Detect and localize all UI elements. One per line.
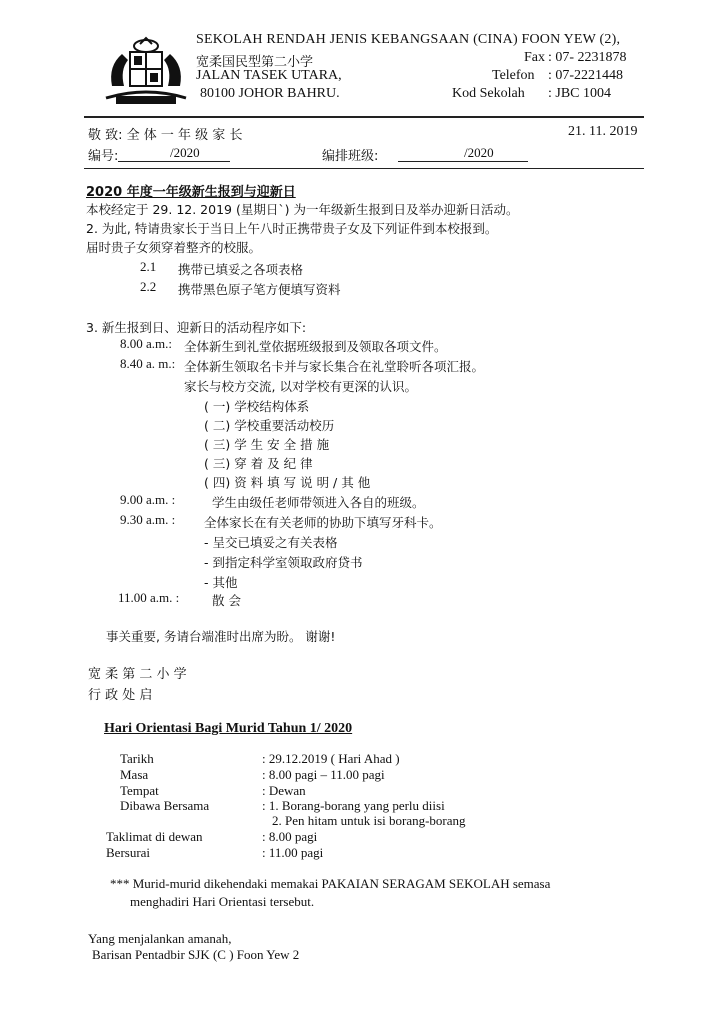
class-label: 编排班级: <box>322 149 379 164</box>
header-divider <box>84 116 644 118</box>
schedule-time: 8.00 a.m.: <box>120 336 172 351</box>
paragraph-3: 3. 新生报到日、迎新日的活动程序如下: <box>86 320 307 335</box>
detail-value: : 8.00 pagi <box>262 829 318 844</box>
uniform-note-cont: menghadiri Hari Orientasi tersebut. <box>130 894 315 909</box>
memo-divider <box>84 168 644 169</box>
school-name: SEKOLAH RENDAH JENIS KEBANGSAAN (CINA) FOON YEW (2), <box>196 32 621 47</box>
item-number: 2.1 <box>140 259 157 274</box>
detail-label: Bersurai <box>106 845 151 860</box>
detail-label: Taklimat di dewan <box>106 829 203 844</box>
memo-recipient: 敬 致: 全 体 一 年 级 家 长 <box>88 128 243 143</box>
detail-value-extra: 2. Pen hitam untuk isi borang-borang <box>272 813 466 828</box>
address-line-1: JALAN TASEK UTARA, <box>196 68 342 83</box>
time-930: 9.30 a.m. : <box>120 512 176 527</box>
ref-underline <box>118 161 230 162</box>
item-text: 携带已填妥之各项表格 <box>178 262 304 277</box>
closing-signature: Barisan Pentadbir SJK (C ) Foon Yew 2 <box>92 947 300 962</box>
agenda-item: ( 二) 学校重要活动校历 <box>204 418 335 433</box>
sub-item: - 其他 <box>204 575 238 590</box>
agenda-item: ( 一) 学校结构体系 <box>204 399 310 414</box>
agenda-item: ( 三) 学 生 安 全 措 施 <box>204 437 330 452</box>
class-value: /2020 <box>464 145 494 160</box>
detail-value: : 11.00 pagi <box>262 845 324 860</box>
ref-value: /2020 <box>170 145 200 160</box>
telefon-label: Telefon <box>492 68 535 83</box>
signature-office: 行 政 处 启 <box>88 688 153 703</box>
malay-title: Hari Orientasi Bagi Murid Tahun 1/ 2020 <box>104 721 353 736</box>
detail-label: Tempat <box>120 783 159 798</box>
paragraph-2-cont: 届时贵子女须穿着整齐的校服。 <box>86 240 262 255</box>
closing-salutation: Yang menjalankan amanah, <box>88 931 232 946</box>
agenda-item: ( 四) 资 料 填 写 说 明 / 其 他 <box>204 475 371 490</box>
item-number: 2.2 <box>140 279 157 294</box>
paragraph-1: 本校经定于 29. 12. 2019 (星期日`) 为一年级新生报到日及举办迎新日活动。 <box>86 202 519 217</box>
item-text: 携带黑色原子笔方便填写资料 <box>178 282 341 297</box>
kod-sekolah-value: : JBC 1004 <box>548 86 612 101</box>
detail-label: Masa <box>120 767 149 782</box>
sub-item: - 到指定科学室领取政府贷书 <box>204 555 363 570</box>
school-name-chinese: 宽柔国民型第二小学 <box>196 55 314 70</box>
signature-school: 宽 柔 第 二 小 学 <box>88 667 187 682</box>
time-900: 9.00 a.m. : <box>120 492 176 507</box>
address-line-2: 80100 JOHOR BAHRU. <box>200 86 340 101</box>
time-930-text: 全体家长在有关老师的协助下填写牙科卡。 <box>204 515 442 530</box>
detail-value: : 1. Borang-borang yang perlu diisi <box>262 798 445 813</box>
kod-sekolah-label: Kod Sekolah <box>452 86 525 101</box>
fax-value: : 07- 2231878 <box>548 50 627 65</box>
telefon-value: : 07-2221448 <box>548 68 624 83</box>
detail-value: : 8.00 pagi – 11.00 pagi <box>262 767 385 782</box>
memo-date: 21. 11. 2019 <box>568 124 638 139</box>
fax-label: Fax <box>524 50 545 65</box>
agenda-item: ( 三) 穿 着 及 纪 律 <box>204 456 313 471</box>
closing-remark: 事关重要, 务请台端准时出席为盼。 谢谢! <box>106 629 336 644</box>
schedule-text: 全体新生领取名卡并与家长集合在礼堂聆听各项汇报。 <box>184 359 485 374</box>
paragraph-2: 2. 为此, 特请贵家长于当日上午八时正携带贵子女及下列证件到本校报到。 <box>86 221 498 236</box>
time-1100: 11.00 a.m. : <box>118 590 180 605</box>
detail-label: Tarikh <box>120 751 154 766</box>
school-emblem <box>100 36 192 110</box>
notice-title: 2020 年度一年级新生报到与迎新日 <box>86 185 296 200</box>
schedule-note: 家长与校方交流, 以对学校有更深的认识。 <box>184 379 417 394</box>
ref-label: 编号: <box>88 149 119 164</box>
detail-value: : 29.12.2019 ( Hari Ahad ) <box>262 751 400 766</box>
sub-item: - 呈交已填妥之有关表格 <box>204 535 338 550</box>
schedule-time: 8.40 a. m.: <box>120 356 176 371</box>
class-underline <box>398 161 528 162</box>
uniform-note: *** Murid-murid dikehendaki memakai PAKAIAN SERAGAM SEKOLAH semasa <box>110 876 551 891</box>
detail-value: : Dewan <box>262 783 306 798</box>
schedule-text: 全体新生到礼堂依据班级报到及领取各项文件。 <box>184 339 447 354</box>
time-1100-text: 散 会 <box>212 593 241 608</box>
detail-label: Dibawa Bersama <box>120 798 210 813</box>
time-900-text: 学生由级任老师带领进入各自的班级。 <box>212 495 425 510</box>
